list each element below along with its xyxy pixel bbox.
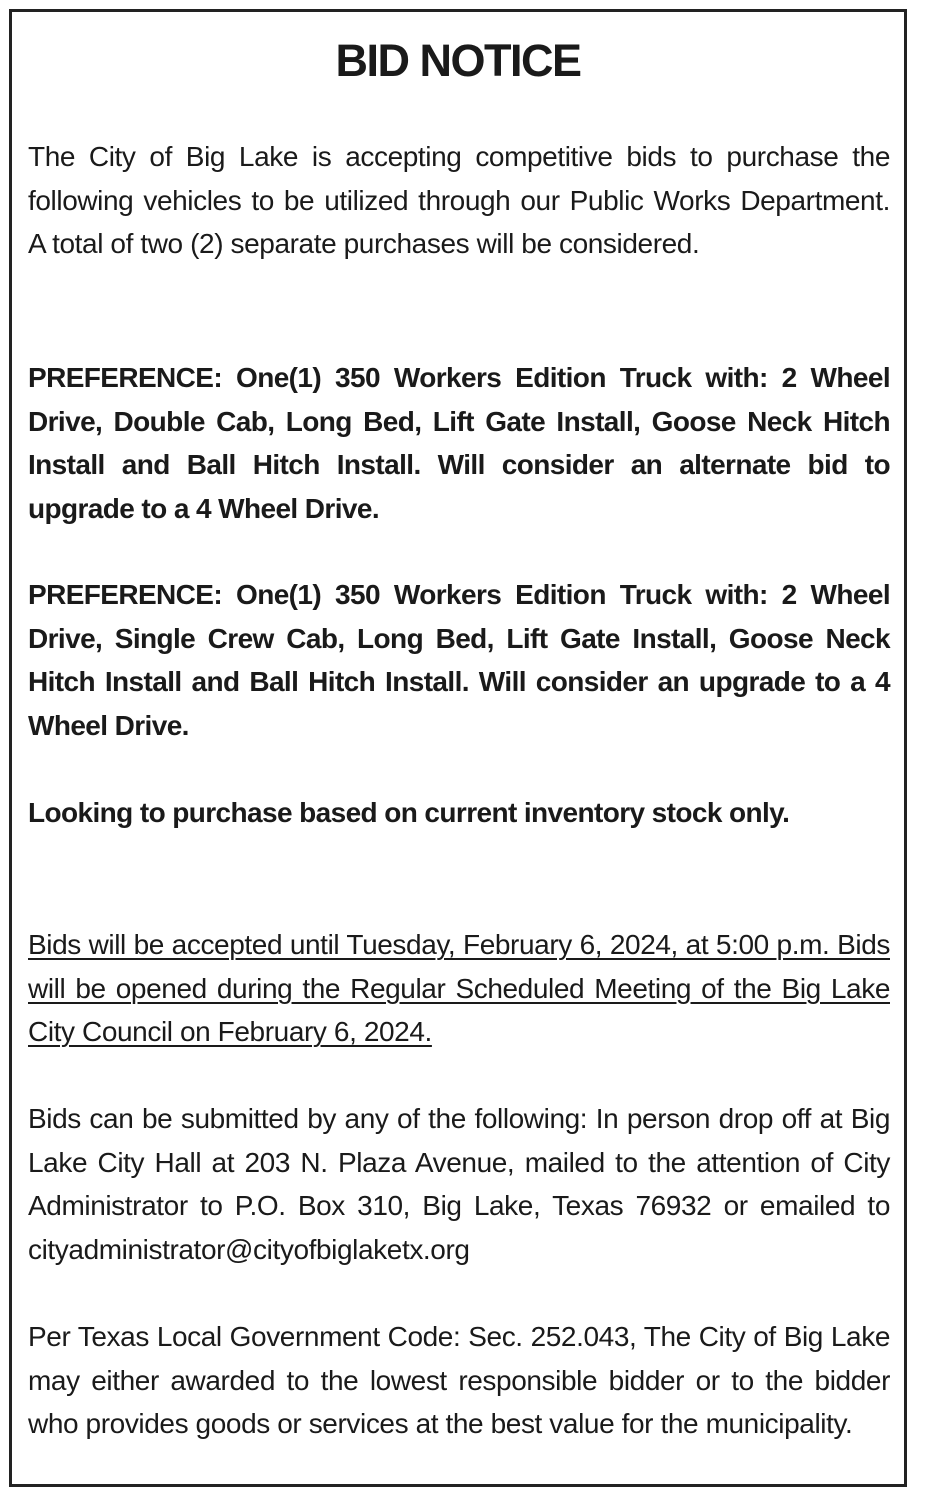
preference-paragraph-2: PREFERENCE: One(1) 350 Workers Edition Truck with: 2 Wheel Drive, Single Crew Cab, Long Bed, Lift Gate Install, Goose Neck Hitch Install and Ball Hitch Install. Will consider an upgrade to a 4 Wheel Drive. (28, 579, 890, 741)
bid-notice-frame (9, 9, 907, 1487)
legal-code-paragraph: Per Texas Local Government Code: Sec. 252.043, The City of Big Lake may either awarded to the lowest responsible bidder or to the bidder who provides goods or services at the best value for the municipality. (28, 1321, 890, 1439)
preference-paragraph-1: PREFERENCE: One(1) 350 Workers Edition Truck with: 2 Wheel Drive, Double Cab, Long Bed, Lift Gate Install, Goose Neck Hitch Install and Ball Hitch Install. Will consider an alternate bid to upgrade to a 4 Wheel Drive. (28, 362, 890, 524)
intro-paragraph: The City of Big Lake is accepting competitive bids to purchase the following vehicles to be utilized through our Public Works Department. A total of two (2) separate purchases will be considered. (28, 141, 890, 259)
deadline-paragraph: Bids will be accepted until Tuesday, February 6, 2024, at 5:00 p.m. Bids will be opened during the Regular Scheduled Meeting of the Big Lake City Council on February 6, 2024. (28, 929, 890, 1047)
inventory-paragraph: Looking to purchase based on current inventory stock only. (28, 797, 790, 828)
submission-paragraph: Bids can be submitted by any of the following: In person drop off at Big Lake City Hall at 203 N. Plaza Avenue, mailed to the attention of City Administrator to P.O. Box 310, Big Lake, Texas 76932 or emailed to cityadministrator@cityofbiglaketx.org (28, 1103, 890, 1265)
notice-title: BID NOTICE (335, 35, 581, 86)
